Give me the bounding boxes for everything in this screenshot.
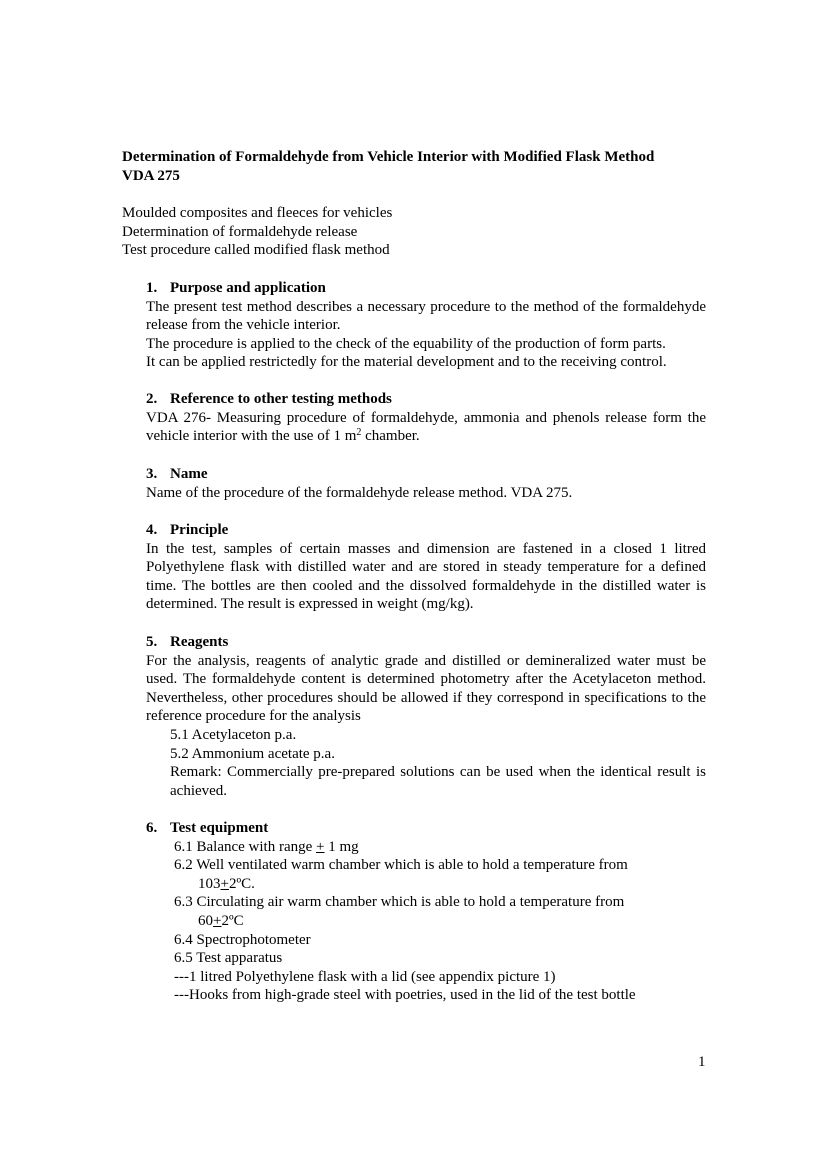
section-heading: 5. Reagents bbox=[146, 634, 229, 650]
document-title bbox=[122, 148, 712, 186]
section-heading: 2. Reference to other testing methods bbox=[146, 391, 392, 407]
section-reference bbox=[146, 390, 706, 446]
section-test-equipment bbox=[146, 819, 706, 1005]
section-heading: 3. Name bbox=[146, 466, 208, 482]
list-item: 6.5 Test apparatus bbox=[174, 950, 283, 967]
intro-line-3: Test procedure called modified flask method bbox=[122, 242, 390, 259]
section-heading: 4. Principle bbox=[146, 522, 229, 538]
paragraph: It can be applied restrictedly for the material development and to the receiving control. bbox=[146, 354, 667, 371]
list-item: 5.1 Acetylaceton p.a. bbox=[170, 726, 297, 743]
list-item: 5.2 Ammonium acetate p.a. bbox=[170, 745, 335, 762]
section-reagents bbox=[146, 633, 706, 800]
list-item-continuation: 60+2ºC bbox=[198, 912, 244, 929]
intro-line-2: Determination of formaldehyde release bbox=[122, 223, 358, 240]
title-line-1: Determination of Formaldehyde from Vehicle Interior with Modified Flask Method bbox=[122, 149, 655, 165]
list-item: ---1 litred Polyethylene flask with a lid (see appendix picture 1) bbox=[174, 968, 556, 985]
section-heading: 6. Test equipment bbox=[146, 820, 269, 836]
paragraph: The procedure is applied to the check of the equability of the production of form parts. bbox=[146, 335, 666, 352]
intro-line-1: Moulded composites and fleeces for vehicles bbox=[122, 205, 393, 221]
paragraph: In the test, samples of certain masses and dimension are fastened in a closed 1 litred Polyethylene flask with distilled water and are stored in steady temperature for a defined time. The bottles are then cooled and the dissolved formaldehyde in the distilled water is determined. The result is expressed in weight (mg/kg). bbox=[146, 540, 706, 613]
intro-block bbox=[122, 204, 712, 260]
paragraph: VDA 276- Measuring procedure of formaldehyde, ammonia and phenols release form the vehicle interior with the use of 1 $m^2$ chamber. bbox=[146, 409, 706, 445]
list-item: 6.3 Circulating air warm chamber which is able to hold a temperature from bbox=[174, 894, 625, 911]
section-heading: 1. Purpose and application bbox=[146, 280, 326, 296]
remark: Remark: Commercially pre-prepared solutions can be used when the identical result is achieved. bbox=[170, 764, 706, 799]
section-principle bbox=[146, 521, 706, 614]
list-item: 6.2 Well ventilated warm chamber which is able to hold a temperature from bbox=[174, 857, 628, 874]
page-number: 1 bbox=[698, 1054, 706, 1070]
paragraph: The present test method describes a necessary procedure to the method of the formaldehyde release from the vehicle interior. bbox=[146, 298, 706, 334]
title-line-2: VDA 275 bbox=[122, 168, 180, 184]
list-item: 6.1 Balance with range + 1 mg bbox=[174, 838, 359, 855]
list-item-continuation: 103+2ºC. bbox=[198, 875, 255, 892]
list-item: ---Hooks from high-grade steel with poetries, used in the lid of the test bottle bbox=[174, 987, 636, 1004]
paragraph: For the analysis, reagents of analytic grade and distilled or demineralized water must be used. The formaldehyde content is determined photometry after the Acetylaceton method. Nevertheless, other procedures should be allowed if they correspond in specifications to the reference procedure for the analysis bbox=[146, 652, 706, 725]
section-purpose bbox=[146, 279, 706, 372]
section-name bbox=[146, 465, 706, 502]
paragraph: Name of the procedure of the formaldehyde release method. VDA 275. bbox=[146, 484, 573, 501]
list-item: 6.4 Spectrophotometer bbox=[174, 931, 311, 948]
